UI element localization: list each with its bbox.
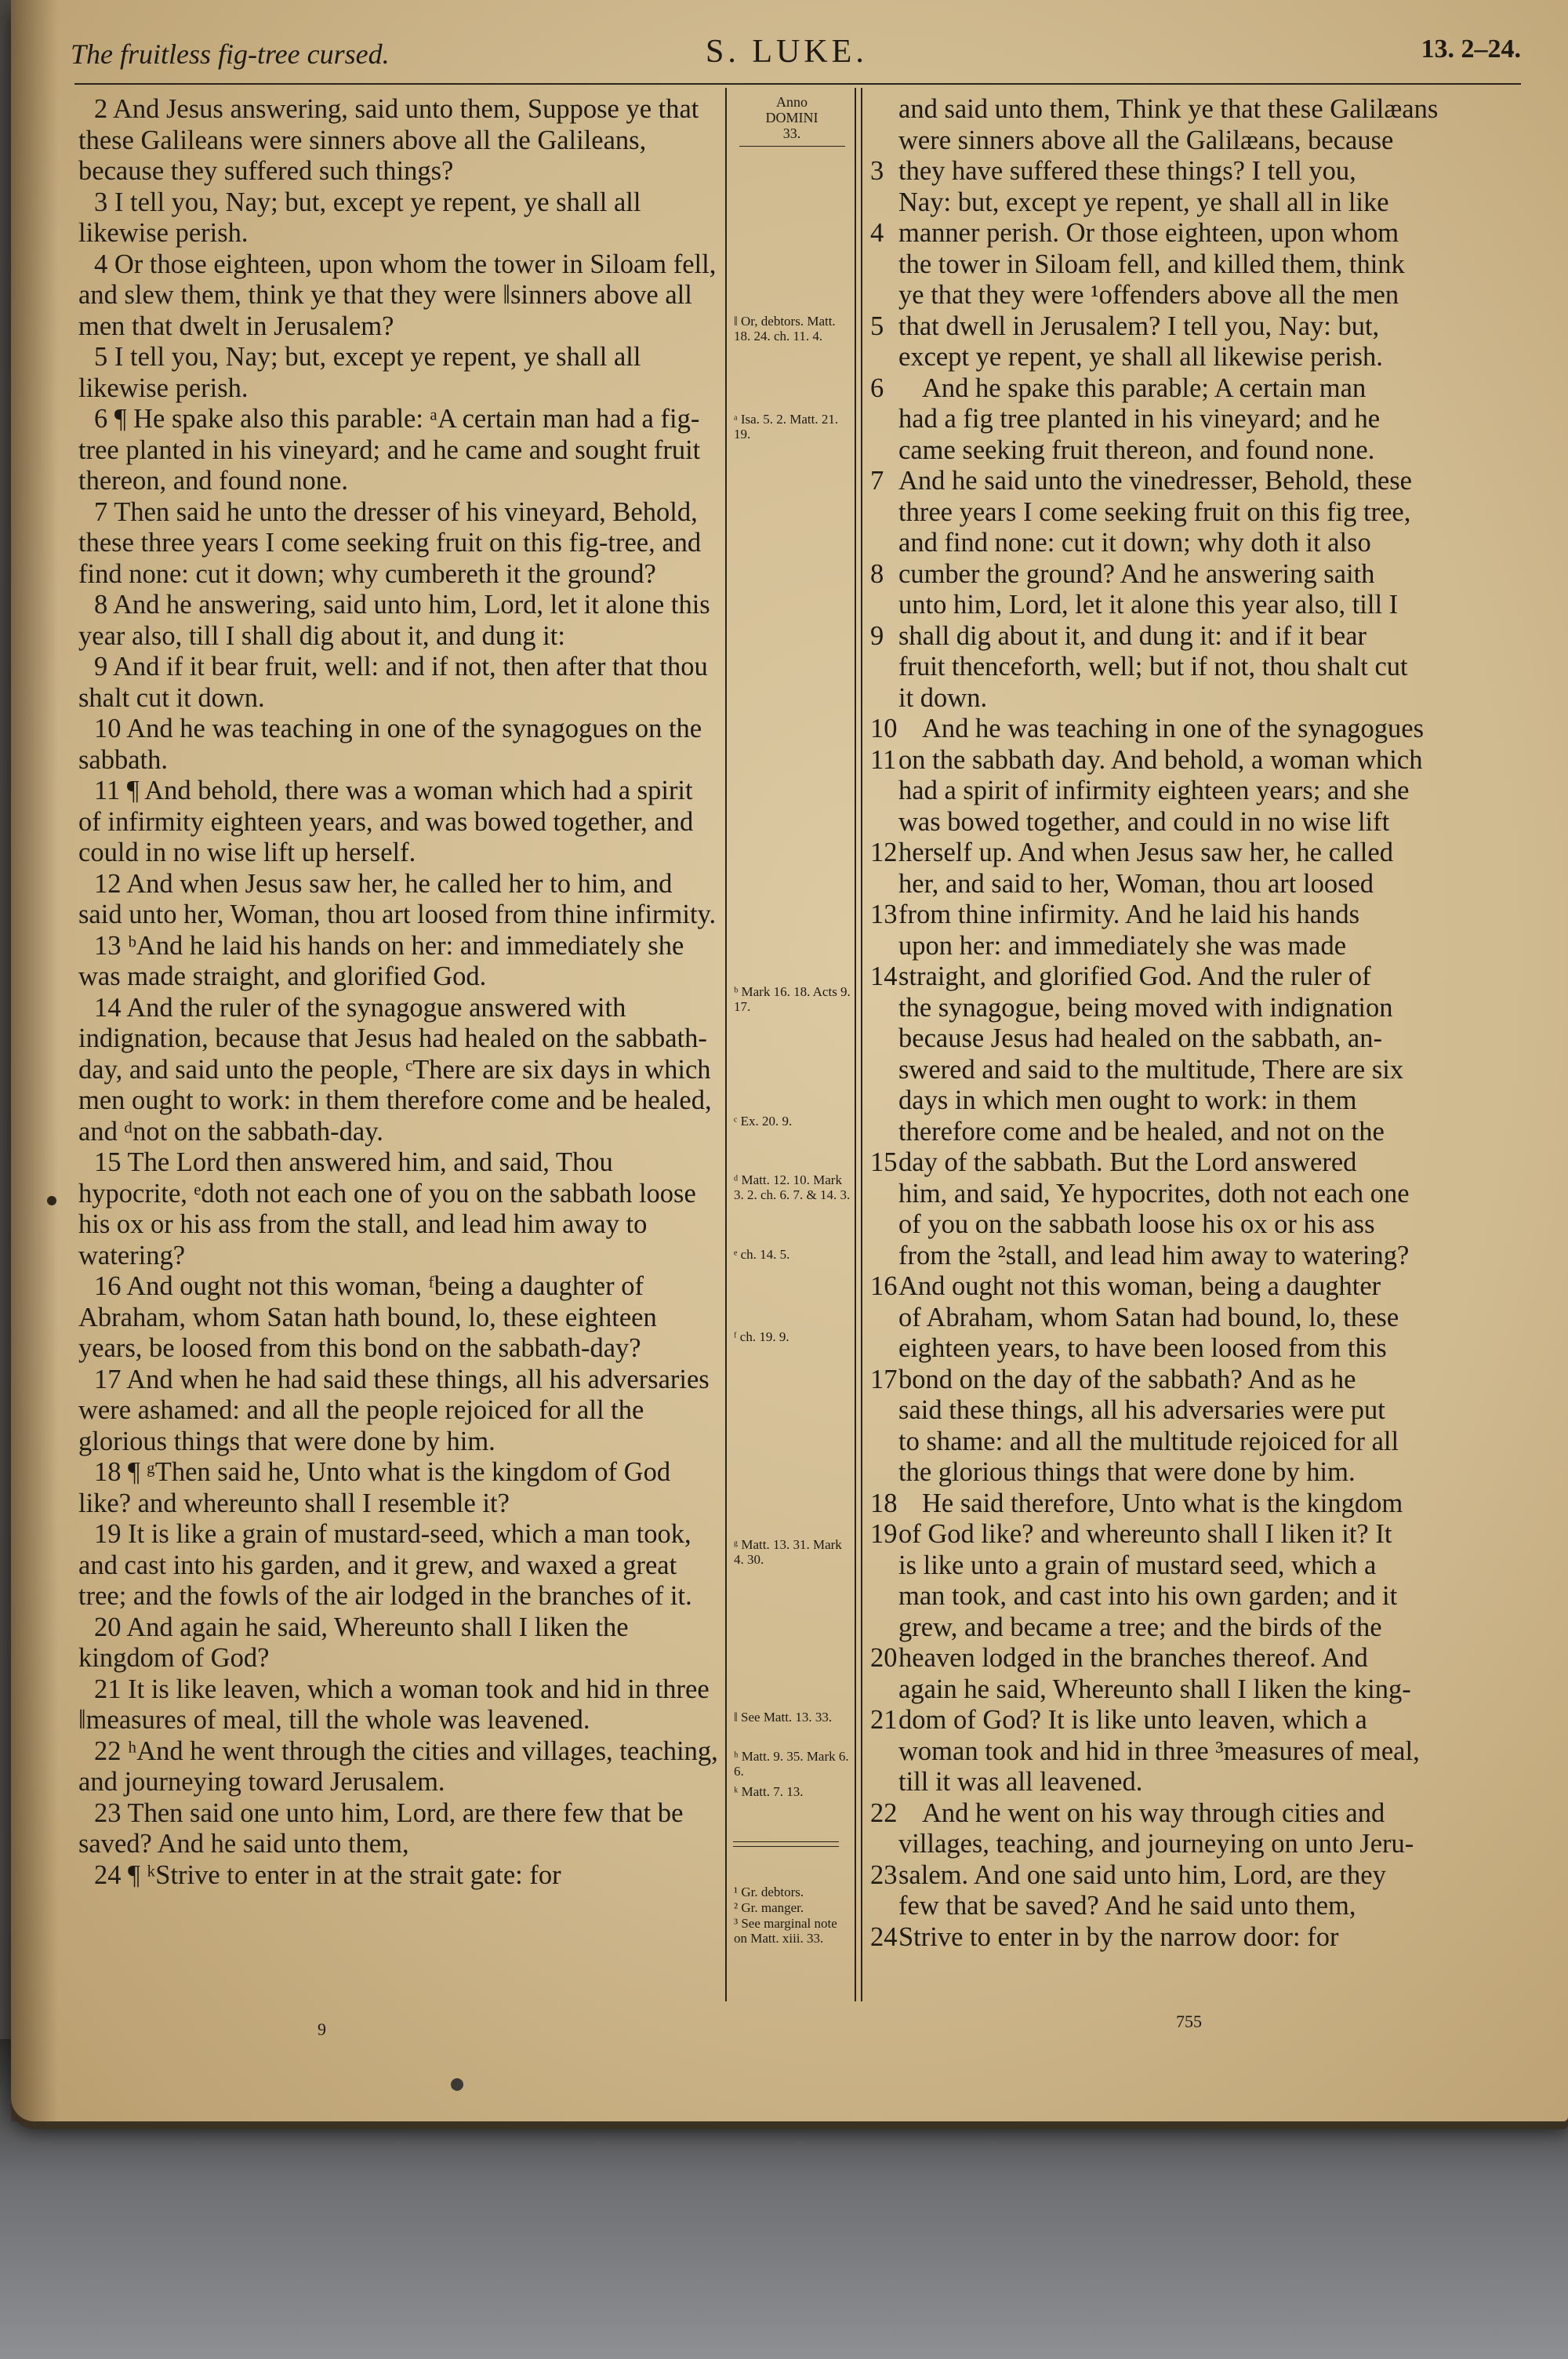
rv-line-text: days in which men ought to work: in them (898, 1085, 1357, 1115)
rv-line-text: And he said unto the vinedresser, Behold, these (898, 466, 1412, 496)
rv-line (870, 373, 1529, 405)
rv-verse-number: 5 (870, 311, 884, 341)
footnote: ¹ Gr. debtors. (734, 1885, 804, 1899)
rv-line-text: And ought not this woman, being a daughter (898, 1271, 1381, 1301)
rv-line-text: eighteen years, to have been loosed from this (898, 1333, 1387, 1363)
rv-line-text: Nay: but, except ye repent, ye shall all in like (898, 187, 1389, 217)
rv-line (870, 993, 1529, 1024)
rv-line (870, 1643, 1529, 1674)
av-verse: 6 ¶ He spake also this parable: ᵃA certain man had a fig-tree planted in his vineyard; and he came and sought fruit thereon, and found none. (78, 404, 701, 496)
margin-reference: ᵍ Matt. 13. 31. Mark 4. 30. (734, 1537, 842, 1567)
rv-line-text: three years I come seeking fruit on this fig tree, (898, 496, 1411, 527)
rv-line (870, 1612, 1529, 1644)
rv-line-text: grew, and became a tree; and the birds of the (898, 1612, 1382, 1642)
rv-line-text: the synagogue, being moved with indignation (898, 992, 1393, 1023)
rv-line (870, 1333, 1529, 1365)
rv-line (870, 683, 1529, 714)
authorized-version-column (78, 94, 721, 1891)
rv-verse-number: 7 (870, 466, 884, 496)
av-verse: 8 And he answering, said unto him, Lord, let it alone this year also, till I shall dig about it, and dung it: (78, 590, 710, 651)
page-gutter-shadow (11, 0, 58, 2121)
rv-line (870, 1705, 1529, 1736)
rv-line-text: woman took and hid in three ³measures of meal, (898, 1736, 1420, 1766)
av-verse: 18 ¶ ᵍThen said he, Unto what is the kingdom of God like? and whereunto shall I resemble it? (78, 1457, 671, 1518)
rv-line-text: therefore come and be healed, and not on the (898, 1116, 1385, 1147)
rv-line-text: villages, teaching, and journeying on unto Jeru- (898, 1829, 1414, 1859)
av-verse: 15 The Lord then answered him, and said, Thou hypocrite, ᵉdoth not each one of you on the sabbath loose his ox or his ass from the stall, and lead him away to watering? (78, 1147, 696, 1270)
rv-line-text: from the ²stall, and lead him away to watering? (898, 1240, 1410, 1270)
rv-line (870, 1365, 1529, 1396)
av-verse: 23 Then said one unto him, Lord, are there few that be saved? And he said unto them, (78, 1797, 684, 1859)
column-divider-center (855, 88, 856, 2001)
rv-line-text: of God like? and whereunto shall I liken it? It (898, 1519, 1392, 1549)
rv-verse-number: 8 (870, 558, 884, 589)
anno-domini: Anno DOMINI 33. (765, 94, 818, 141)
rv-verse-number: 20 (870, 1643, 898, 1673)
rv-line (870, 961, 1529, 993)
av-verse: 22 ʰAnd he went through the cities and villages, teaching, and journeying toward Jerusalem. (78, 1736, 718, 1797)
rv-verse-number: 3 (870, 156, 884, 186)
rv-verse-number: 22 (870, 1797, 898, 1828)
anno-rule (739, 146, 845, 147)
rv-line-text: had a fig tree planted in his vineyard; and he (898, 404, 1381, 434)
rv-line (870, 1395, 1529, 1427)
running-head-book: S. LUKE. (706, 34, 868, 70)
rv-line (870, 745, 1529, 776)
rv-line (870, 559, 1529, 591)
av-verse: 11 ¶ And behold, there was a woman which had a spirit of infirmity eighteen years, and was bowed together, and could in no wise lift up herself. (78, 776, 694, 867)
rv-line (870, 1519, 1529, 1550)
rv-line (870, 1241, 1529, 1272)
rv-line-text: day of the sabbath. But the Lord answered (898, 1147, 1357, 1177)
rv-line-text: till it was all leavened. (898, 1767, 1143, 1797)
rv-line-text: And he went on his way through cities and (922, 1797, 1385, 1828)
margin-reference: ᶠ ch. 19. 9. (734, 1329, 789, 1344)
rv-line (870, 1736, 1529, 1768)
rv-line (870, 1147, 1529, 1179)
rv-line (870, 931, 1529, 962)
rv-line (870, 1488, 1529, 1520)
rv-verse-number: 4 (870, 218, 884, 248)
running-head-left: The fruitless fig-tree cursed. (71, 38, 390, 70)
rv-line (870, 1179, 1529, 1210)
rv-line-text: straight, and glorified God. And the ruler of (898, 961, 1371, 991)
av-verse: 21 It is like leaven, which a woman took and hid in three ‖measures of meal, till the whole was leavened. (78, 1674, 710, 1735)
rv-line (870, 776, 1529, 807)
rv-line (870, 1427, 1529, 1458)
margin-reference: ᵉ ch. 14. 5. (734, 1247, 790, 1262)
rv-line-text: him, and said, Ye hypocrites, doth not each one (898, 1178, 1410, 1209)
rv-line-text: said these things, all his adversaries were put (898, 1395, 1385, 1425)
rv-line-text: unto him, Lord, let it alone this year also, till I (898, 590, 1399, 620)
rv-line (870, 1117, 1529, 1148)
rv-verse-number: 21 (870, 1705, 898, 1735)
rv-line-text: He said therefore, Unto what is the kingdom (922, 1488, 1403, 1518)
footnote: ² Gr. manger. (734, 1900, 804, 1915)
rv-line (870, 1209, 1529, 1241)
rv-line-text: came seeking fruit thereon, and found none. (898, 434, 1375, 465)
av-verse: 16 And ought not this woman, ᶠbeing a daughter of Abraham, whom Satan hath bound, lo, these eighteen years, be loosed from this bond on the sabbath-day? (78, 1271, 657, 1363)
rv-verse-number: 23 (870, 1859, 898, 1890)
rv-line (870, 590, 1529, 621)
rv-line-text: were sinners above all the Galilæans, because (898, 125, 1394, 155)
rv-line (870, 280, 1529, 311)
rv-line (870, 1829, 1529, 1860)
rv-verse-number: 13 (870, 900, 898, 929)
rv-line-text: dom of God? It is like unto leaven, which a (898, 1705, 1367, 1735)
rv-verse-number: 11 (870, 744, 897, 775)
rv-line (870, 528, 1529, 559)
rv-line-text: the glorious things that were done by him. (898, 1457, 1356, 1487)
rv-line (870, 652, 1529, 683)
rv-line (870, 249, 1529, 281)
rv-line-text: upon her: and immediately she was made (898, 930, 1347, 961)
rv-line-text: because Jesus had healed on the sabbath, an- (898, 1023, 1382, 1053)
rv-verse-number: 15 (870, 1147, 898, 1177)
av-verse: 17 And when he had said these things, all his adversaries were ashamed: and all the people rejoiced for all the glorious things that were done by him. (78, 1364, 710, 1456)
rv-line-text: Strive to enter in by the narrow door: for (898, 1921, 1339, 1952)
rv-verse-number: 9 (870, 620, 884, 651)
av-verse: 19 It is like a grain of mustard-seed, which a man took, and cast into his garden, and it grew, and waxed a great tree; and the fowls of the air lodged in the branches of it. (78, 1519, 692, 1611)
av-verse: 3 I tell you, Nay; but, except ye repent, ye shall all likewise perish. (78, 187, 641, 248)
rv-line (870, 869, 1529, 900)
rv-line-text: And he spake this parable; A certain man (922, 373, 1367, 403)
margin-reference: ‖ Or, debtors. Matt. 18. 24. ch. 11. 4. (734, 314, 836, 343)
rv-line (870, 1055, 1529, 1086)
margin-reference: ʰ Matt. 9. 35. Mark 6. 6. (734, 1749, 849, 1779)
rv-verse-number: 19 (870, 1519, 898, 1549)
rv-line-text: of Abraham, whom Satan had bound, lo, these (898, 1302, 1399, 1332)
footnote-rule (733, 1846, 839, 1847)
rv-line (870, 218, 1529, 249)
rv-line (870, 1891, 1529, 1922)
rv-line-text: on the sabbath day. And behold, a woman which (898, 744, 1423, 775)
rv-line-text: the tower in Siloam fell, and killed them, think (898, 249, 1405, 279)
margin-reference: ᵃ Isa. 5. 2. Matt. 21. 19. (734, 412, 839, 442)
rv-line (870, 1550, 1529, 1582)
rv-line (870, 156, 1529, 187)
rv-line-text: again he said, Whereunto shall I liken the king- (898, 1674, 1411, 1704)
rv-line-text: bond on the day of the sabbath? And as he (898, 1364, 1356, 1394)
av-verse: 14 And the ruler of the synagogue answered with indignation, because that Jesus had healed on the sabbath-day, and said unto the people, ᶜThere are six days in which men ought to work: in them therefore come and be healed, and ᵈnot on the sabbath-day. (78, 992, 712, 1147)
center-reference-column (729, 94, 855, 1946)
rv-line-text: to shame: and all the multitude rejoiced for all (898, 1426, 1399, 1456)
running-head (71, 31, 1529, 78)
rv-line-text: shall dig about it, and dung it: and if it bear (898, 620, 1367, 651)
rv-verse-number: 6 (870, 373, 884, 403)
rv-line (870, 404, 1529, 435)
rv-line (870, 1922, 1529, 1954)
rv-line-text: heaven lodged in the branches thereof. And (898, 1643, 1368, 1673)
rv-line-text: is like unto a grain of mustard seed, which a (898, 1550, 1377, 1580)
rv-line-text: cumber the ground? And he answering saith (898, 558, 1375, 589)
rv-verse-number: 24 (870, 1921, 898, 1952)
footnote: ³ See marginal note on Matt. xiii. 33. (734, 1916, 837, 1946)
rv-line (870, 1860, 1529, 1892)
rv-line-text: except ye repent, ye shall all likewise perish. (898, 342, 1383, 372)
signature-mark: 9 (318, 2019, 326, 2039)
margin-reference: ᵈ Matt. 12. 10. Mark 3. 2. ch. 6. 7. & 14. 3. (734, 1172, 851, 1202)
rv-line-text: and find none: cut it down; why doth it also (898, 528, 1371, 558)
rv-line (870, 466, 1529, 497)
av-verse: 24 ¶ ᵏStrive to enter in at the strait gate: for (94, 1859, 561, 1890)
ink-spot (47, 1196, 56, 1205)
rv-line (870, 125, 1529, 157)
rv-line-text: swered and said to the multitude, There are six (898, 1054, 1404, 1085)
av-verse: 20 And again he said, Whereunto shall I liken the kingdom of God? (78, 1612, 629, 1673)
av-verse: 9 And if it bear fruit, well: and if not, then after that thou shalt cut it down. (78, 652, 708, 713)
rv-verse-number: 16 (870, 1271, 898, 1301)
rv-line (870, 1023, 1529, 1055)
rv-line-text: man took, and cast into his own garden; and it (898, 1581, 1398, 1611)
rv-line-text: manner perish. Or those eighteen, upon whom (898, 218, 1399, 248)
rv-line (870, 1767, 1529, 1798)
rv-line-text: her, and said to her, Woman, thou art loosed (898, 868, 1374, 899)
rv-line-text: that dwell in Jerusalem? I tell you, Nay: but, (898, 311, 1380, 341)
rv-verse-number: 18 (870, 1488, 898, 1518)
footnote-rule (733, 1841, 839, 1842)
rv-line-text: And he was teaching in one of the synagogues (922, 714, 1425, 743)
rv-line (870, 342, 1529, 373)
rv-line-text: it down. (898, 682, 988, 713)
rv-line (870, 1085, 1529, 1117)
av-verse: 2 And Jesus answering, said unto them, Suppose ye that these Galileans were sinners above all the Galileans, because they suffered such things? (78, 94, 699, 186)
av-verse: 12 And when Jesus saw her, he called her to him, and said unto her, Woman, thou art loosed from thine infirmity. (78, 868, 717, 929)
rv-line-text: they have suffered these things? I tell you, (898, 156, 1356, 186)
rv-verse-number: 12 (870, 838, 898, 867)
rv-line (870, 1581, 1529, 1612)
av-verse: 7 Then said he unto the dresser of his vineyard, Behold, these three years I come seeking fruit on this fig-tree, and find none: cut it down; why cumbereth it the ground? (78, 496, 702, 589)
rv-verse-number: 17 (870, 1364, 898, 1394)
rv-verse-number: 10 (870, 714, 898, 743)
rv-line-text: had a spirit of infirmity eighteen years; and she (898, 776, 1410, 805)
rv-line-text: few that be saved? And he said unto them, (898, 1891, 1356, 1921)
rv-line (870, 1271, 1529, 1303)
rv-line-text: and said unto them, Think ye that these Galilæans (898, 94, 1439, 124)
rv-line (870, 1303, 1529, 1334)
column-divider-left (725, 88, 727, 2001)
rv-line (870, 1457, 1529, 1488)
rv-line-text: herself up. And when Jesus saw her, he called (898, 838, 1393, 867)
running-head-chapter: 13. 2–24. (1421, 35, 1521, 64)
margin-reference: ᵇ Mark 16. 18. Acts 9. 17. (734, 984, 851, 1014)
column-divider-right (861, 88, 862, 2001)
page-number: 755 (1176, 2012, 1202, 2031)
rv-line (870, 838, 1529, 869)
rv-verse-number: 14 (870, 961, 898, 991)
rv-line-text: of you on the sabbath loose his ox or his ass (898, 1209, 1375, 1239)
rv-line (870, 435, 1529, 467)
rv-line (870, 621, 1529, 652)
rv-line (870, 900, 1529, 931)
rv-line-text: was bowed together, and could in no wise lift (898, 806, 1390, 837)
rv-line-text: salem. And one said unto him, Lord, are they (898, 1859, 1386, 1890)
ink-spot (451, 2078, 463, 2091)
av-verse: 10 And he was teaching in one of the synagogues on the sabbath. (78, 714, 702, 775)
rv-line-text: ye that they were ¹offenders above all the men (898, 280, 1399, 310)
margin-reference: ᵏ Matt. 7. 13. (734, 1784, 804, 1799)
margin-reference: ‖ See Matt. 13. 33. (734, 1710, 833, 1725)
rv-line (870, 807, 1529, 838)
av-verse: 5 I tell you, Nay; but, except ye repent, ye shall all likewise perish. (78, 342, 641, 403)
rv-line (870, 1674, 1529, 1706)
rv-line (870, 714, 1529, 745)
header-rule (74, 83, 1521, 85)
rv-line (870, 497, 1529, 529)
av-verse: 4 Or those eighteen, upon whom the tower in Siloam fell, and slew them, think ye that they were ‖sinners above all men that dwelt in Jerusalem? (78, 249, 717, 341)
revised-version-column (870, 94, 1529, 1953)
rv-line (870, 187, 1529, 219)
av-verse: 13 ᵇAnd he laid his hands on her: and immediately she was made straight, and glorified God. (78, 930, 684, 991)
rv-line (870, 311, 1529, 343)
rv-line-text: from thine infirmity. And he laid his hands (898, 900, 1360, 929)
margin-reference: ᶜ Ex. 20. 9. (734, 1114, 793, 1129)
rv-line-text: fruit thenceforth, well; but if not, thou shalt cut (898, 652, 1408, 682)
rv-line (870, 94, 1529, 125)
rv-line (870, 1798, 1529, 1830)
